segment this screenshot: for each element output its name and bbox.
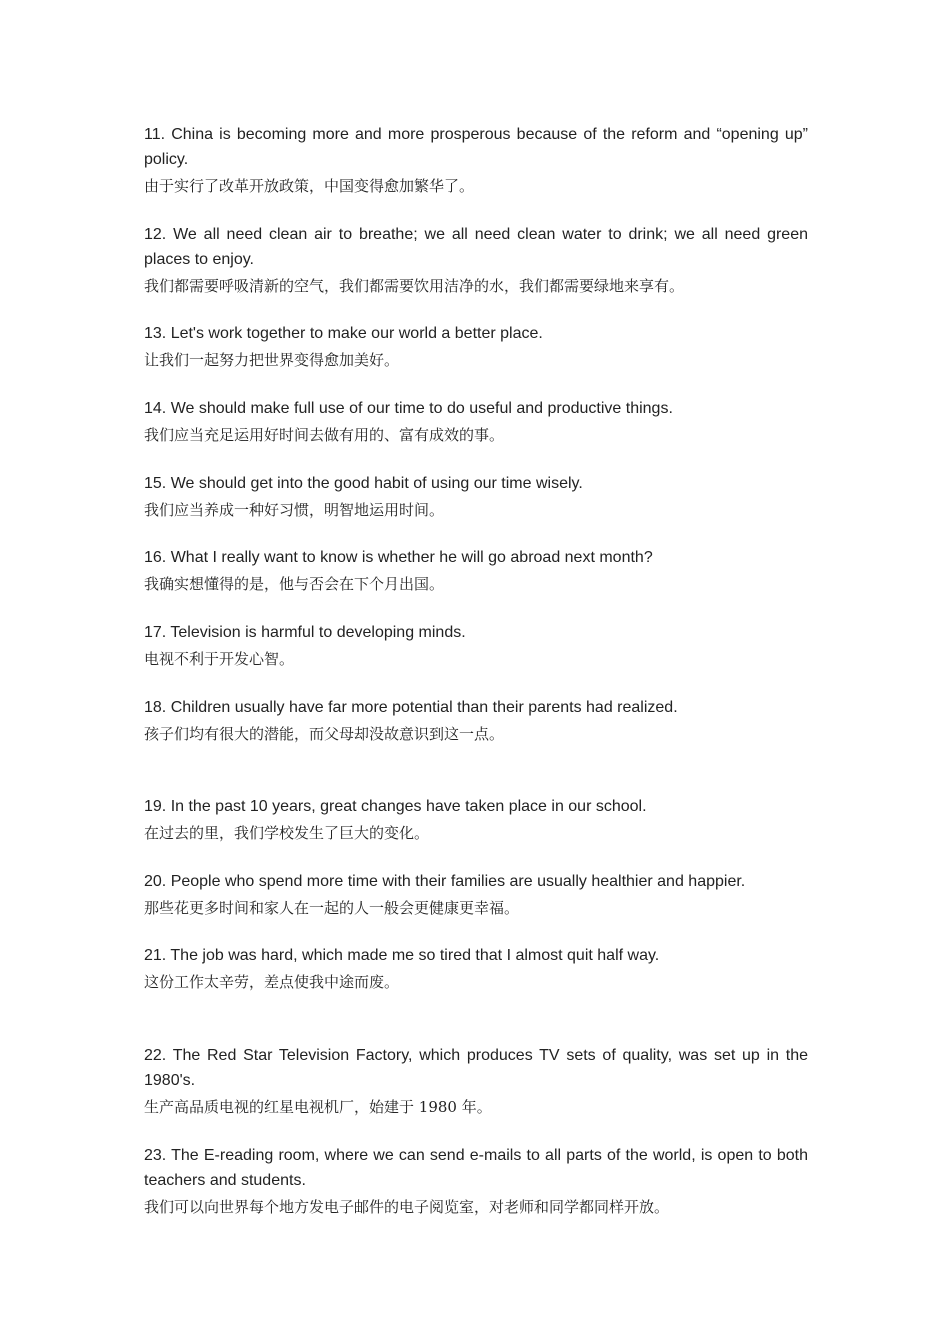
english-sentence: 16. What I really want to know is whether he will go abroad next month? [144,549,653,566]
english-sentence: 23. The E-reading room, where we can send e-mails to all parts of the world, is open to both teachers and students. [144,1147,808,1189]
english-sentence: 14. We should make full use of our time to do useful and productive things. [144,400,673,417]
english-sentence: 13. Let's work together to make our world a better place. [144,325,543,342]
chinese-translation: 让我们一起努力把世界变得愈加美好。 [144,351,400,369]
sentence-item-22 [144,1043,808,1120]
english-sentence: 17. Television is harmful to developing minds. [144,624,466,641]
chinese-translation: 这份工作太辛劳，差点使我中途而废。 [144,973,400,991]
english-sentence: 11. China is becoming more and more prosperous because of the reform and “opening up” policy. [144,126,808,168]
english-sentence: 21. The job was hard, which made me so tired that I almost quit half way. [144,947,660,964]
chinese-translation: 孩子们均有很大的潜能，而父母却没故意识到这一点。 [144,725,505,743]
chinese-translation: 在过去的里，我们学校发生了巨大的变化。 [144,824,430,842]
chinese-translation: 我们可以向世界每个地方发电子邮件的电子阅览室，对老师和同学都同样开放。 [144,1198,670,1216]
english-sentence: 12. We all need clean air to breathe; we all need clean water to drink; we all need green places to enjoy. [144,226,808,268]
english-sentence: 20. People who spend more time with their families are usually healthier and happier. [144,873,746,890]
chinese-translation: 生产高品质电视的红星电视机厂，始建于 1980 年。 [144,1098,492,1116]
chinese-translation: 电视不利于开发心智。 [144,650,295,668]
sentence-item-21 [144,943,808,995]
sentence-item-17 [144,620,808,672]
sentence-item-14 [144,396,808,448]
sentence-item-16 [144,545,808,597]
english-sentence: 18. Children usually have far more potential than their parents had realized. [144,699,678,716]
chinese-translation: 我们应当充足运用好时间去做有用的、富有成效的事。 [144,426,505,444]
english-sentence: 19. In the past 10 years, great changes have taken place in our school. [144,798,647,815]
chinese-translation: 我们应当养成一种好习惯，明智地运用时间。 [144,501,445,519]
sentence-item-12 [144,222,808,299]
chinese-translation: 由于实行了改革开放政策，中国变得愈加繁华了。 [144,177,475,195]
sentence-item-23 [144,1143,808,1220]
sentence-item-15 [144,471,808,523]
sentence-item-20 [144,869,808,921]
chinese-translation: 我确实想懂得的是，他与否会在下个月出国。 [144,575,445,593]
sentence-item-11 [144,122,808,199]
chinese-translation: 那些花更多时间和家人在一起的人一般会更健康更幸福。 [144,899,520,917]
sentence-item-18 [144,695,808,747]
sentence-item-13 [144,321,808,373]
english-sentence: 22. The Red Star Television Factory, which produces TV sets of quality, was set up in the 1980's. [144,1047,808,1089]
sentence-item-19 [144,794,808,846]
chinese-translation: 我们都需要呼吸清新的空气，我们都需要饮用洁净的水，我们都需要绿地来享有。 [144,277,685,295]
english-sentence: 15. We should get into the good habit of using our time wisely. [144,475,583,492]
